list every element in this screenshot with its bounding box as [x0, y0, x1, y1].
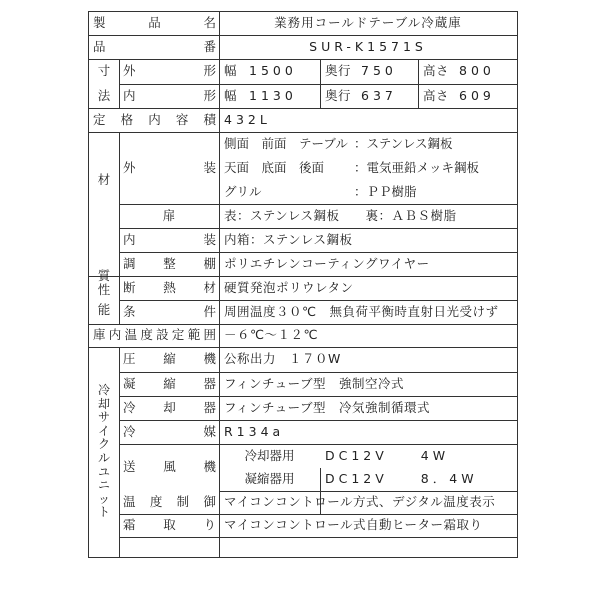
evaporator-value: フィンチューブ型 冷気強制循環式 — [224, 399, 431, 415]
label-char: 内 — [148, 111, 161, 127]
label-char: 寸 — [97, 63, 111, 79]
label-char: 冷 — [123, 423, 136, 439]
depth-value: 637 — [361, 87, 397, 103]
shelf-value: ポリエチレンコーティングワイヤー — [224, 255, 430, 271]
label-char: 熱 — [163, 279, 176, 295]
conditions-label — [119, 300, 219, 324]
dimensions-group-label — [89, 59, 119, 108]
label-char: 断 — [123, 279, 136, 295]
label-char: 設 — [156, 327, 169, 343]
label-char: 御 — [203, 494, 216, 510]
label-char: イ — [97, 423, 110, 438]
label-char: 内 — [123, 231, 136, 247]
label-char: り — [203, 517, 216, 533]
exterior-materials — [219, 132, 517, 204]
capacity-value: 432L — [224, 111, 271, 127]
product-name-value: 業務用コールドテーブル冷蔵庫 — [274, 15, 462, 31]
label-char: 機 — [203, 459, 216, 475]
label-char: ッ — [97, 491, 110, 506]
label-char: 凝 — [123, 375, 136, 391]
label-char: 送 — [123, 459, 136, 475]
label-char: 制 — [176, 494, 190, 510]
capacity-label — [89, 108, 219, 132]
label-char: 形 — [203, 87, 216, 103]
inner-width — [219, 84, 320, 108]
label-char: 縮 — [163, 375, 176, 391]
refrigerant-value: R134a — [224, 423, 285, 439]
label-char: 装 — [203, 159, 216, 175]
inner-dimensions-label — [119, 84, 219, 108]
label-char: 冷 — [123, 399, 136, 415]
label-char: 品 — [148, 15, 161, 31]
evaporator-label — [119, 396, 219, 420]
label-char: 番 — [203, 38, 216, 54]
label-char: 機 — [203, 351, 216, 367]
width-label: 幅 — [224, 63, 238, 79]
refrigerant-label — [119, 420, 219, 444]
model-number-value: SUR-K1571S — [309, 38, 427, 54]
label-char: 能 — [97, 301, 111, 317]
door-value: 表：ステンレス鋼板 裏：ＡＢＳ樹脂 — [224, 207, 457, 223]
label-char: 性 — [97, 282, 111, 298]
label-char: ユ — [97, 464, 110, 479]
exterior-material: ：ステンレス鋼板 — [354, 136, 453, 151]
outer-width — [219, 59, 320, 84]
outer-dimensions-label — [119, 59, 219, 84]
label-char: 容 — [175, 111, 189, 127]
depth-label: 奥行 — [325, 87, 352, 103]
label-char: 温 — [124, 327, 138, 343]
height-label: 高さ — [423, 87, 450, 103]
height-value: 800 — [459, 63, 495, 79]
label-char: 却 — [97, 396, 110, 411]
insulation-value: 硬質発泡ポリウレタン — [224, 279, 354, 295]
width-value: 1500 — [249, 63, 297, 79]
performance-group-label — [89, 276, 119, 324]
defrost-value: マイコンコントロール式自動ヒーター霜取り — [224, 517, 483, 533]
exterior-material: ：電気亜鉛メッキ鋼板 — [354, 160, 480, 175]
label-char: 温 — [123, 494, 136, 510]
label-char: 法 — [97, 87, 111, 103]
label-char: 縮 — [163, 351, 176, 367]
depth-value: 750 — [361, 63, 397, 79]
width-value: 1130 — [249, 87, 297, 103]
compressor-value: 公称出力 １７０W — [224, 351, 341, 367]
insulation-label — [119, 276, 219, 300]
condenser-label — [119, 372, 219, 396]
label-char: 質 — [97, 267, 111, 283]
label-char: 調 — [123, 255, 136, 271]
outer-height — [418, 59, 517, 84]
label-char: 外 — [123, 63, 136, 79]
interior-label — [119, 228, 219, 252]
label-char: 度 — [140, 327, 153, 343]
label-char: 格 — [120, 111, 134, 127]
label-char: ト — [97, 505, 110, 520]
label-char: 範 — [187, 327, 201, 343]
fan-condenser-sublabel: 凝縮器用 — [244, 471, 295, 487]
label-char: 棚 — [203, 255, 216, 271]
label-char: 庫 — [93, 327, 106, 343]
fan-evaporator-value: DC12V 4W — [325, 447, 450, 463]
label-char: 形 — [203, 63, 216, 79]
label-char: 霜 — [123, 517, 136, 533]
temp-range-value: －６℃～１２℃ — [224, 327, 319, 343]
label-char: サ — [97, 410, 110, 425]
label-char: 媒 — [203, 423, 216, 439]
label-char: 却 — [163, 399, 176, 415]
fan-evaporator-sublabel: 冷却器用 — [244, 447, 295, 463]
label-char: 囲 — [203, 327, 216, 343]
label-char: 件 — [203, 303, 216, 319]
height-label: 高さ — [423, 63, 450, 79]
label-char: 積 — [203, 111, 216, 127]
label-char: 材 — [97, 171, 111, 187]
exterior-material: ：ＰＰ樹脂 — [354, 184, 417, 199]
interior-value: 内箱：ステンレス鋼板 — [224, 231, 353, 247]
compressor-label — [119, 347, 219, 372]
label-char: 内 — [123, 87, 136, 103]
temp-range-label — [89, 324, 219, 347]
exterior-line — [224, 180, 417, 204]
depth-label: 奥行 — [325, 63, 352, 79]
label-char: ク — [97, 437, 110, 452]
inner-depth — [320, 84, 418, 108]
label-char: 器 — [203, 375, 216, 391]
label-char: 材 — [203, 279, 216, 295]
label-char: 取 — [163, 517, 176, 533]
outer-depth — [320, 59, 418, 84]
label-char: 条 — [123, 303, 136, 319]
spec-table — [88, 11, 518, 558]
label-char: 名 — [203, 15, 216, 31]
exterior-parts: グリル — [224, 184, 262, 199]
fan-condenser-value: DC12V 8．4W — [325, 471, 478, 487]
defrost-label — [119, 514, 219, 537]
label-char: 風 — [163, 459, 176, 475]
label-char: 定 — [93, 111, 106, 127]
cooling-unit-group-label — [89, 347, 119, 557]
label-char: 内 — [108, 327, 122, 343]
fan-label — [119, 444, 219, 491]
exterior-line — [224, 156, 479, 180]
label-char: ル — [97, 451, 110, 465]
label-char: 品 — [93, 38, 106, 54]
exterior-label — [119, 132, 219, 204]
door-label: 扉 — [162, 207, 176, 223]
label-char: 整 — [163, 255, 176, 271]
temp-control-label — [119, 491, 219, 514]
label-char: 圧 — [123, 351, 136, 367]
shelf-label — [119, 252, 219, 276]
inner-height — [418, 84, 517, 108]
product-name-label — [89, 12, 219, 35]
label-char: 製 — [93, 15, 106, 31]
condenser-value: フィンチューブ型 強制空冷式 — [224, 375, 405, 391]
label-char: 定 — [171, 327, 185, 343]
height-value: 609 — [459, 87, 495, 103]
label-char: 冷 — [97, 383, 110, 398]
exterior-line — [224, 132, 452, 156]
label-char: 器 — [203, 399, 216, 415]
width-label: 幅 — [224, 87, 238, 103]
label-char: 外 — [123, 159, 136, 175]
temp-control-value: マイコンコントロール方式、デジタル温度表示 — [224, 494, 496, 510]
model-number-label — [89, 35, 219, 59]
exterior-parts: 天面 底面 後面 — [224, 160, 325, 175]
exterior-parts: 側面 前面 テーブル — [224, 136, 348, 151]
label-char: 装 — [203, 231, 216, 247]
conditions-value: 周囲温度３０℃ 無負荷平衡時直射日光受けず — [224, 303, 499, 319]
label-char: 度 — [149, 494, 163, 510]
label-char: ニ — [97, 478, 110, 493]
